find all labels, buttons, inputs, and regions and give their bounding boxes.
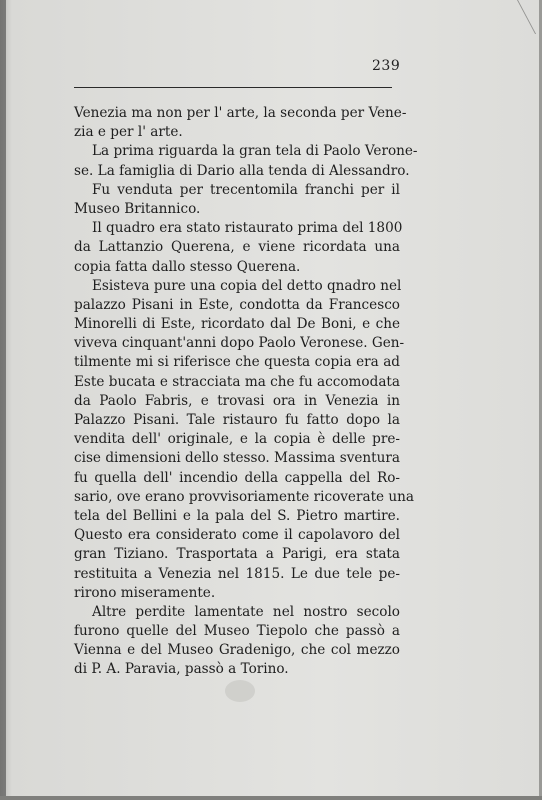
text-line: vendita dell' originale, e la copia è delle pre- xyxy=(74,431,400,448)
header-rule xyxy=(74,87,392,88)
text-line: rirono miseramente. xyxy=(74,584,216,601)
page-number: 239 xyxy=(372,58,401,74)
text-line: Palazzo Pisani. Tale ristauro fu fatto dopo la xyxy=(74,412,400,428)
text-line: Este bucata e stracciata ma che fu accomodata xyxy=(74,373,400,390)
text-line: Questo era considerato come il capolavoro del xyxy=(74,527,400,544)
text-line: viveva cinquant'anni dopo Paolo Veronese. Gen- xyxy=(74,335,405,352)
text-line: Esisteva pure una copia del detto qnadro nel xyxy=(92,277,402,294)
text-line: sario, ove erano provvisoriamente ricoverate una xyxy=(74,488,415,505)
text-line: da Paolo Fabris, e trovasi ora in Venezia in xyxy=(74,392,400,409)
text-line: Fu venduta per trecentomila franchi per il xyxy=(92,181,400,198)
text-line: furono quelle del Museo Tiepolo che passò a xyxy=(74,623,400,640)
text-line: copia fatta dallo stesso Querena. xyxy=(74,258,301,275)
text-line: se. La famiglia di Dario alla tenda di Alessandro. xyxy=(74,162,410,179)
text-line: tilmente mi si riferisce che questa copia era ad xyxy=(74,354,400,371)
binding-shadow xyxy=(0,0,6,800)
body-text xyxy=(74,104,418,680)
text-line: Museo Britannico. xyxy=(74,200,201,217)
text-line: cise dimensioni dello stesso. Massima sventura xyxy=(74,450,400,467)
page-corner-fold xyxy=(517,0,542,34)
text-line: La prima riguarda la gran tela di Paolo Verone- xyxy=(92,143,418,160)
text-line: da Lattanzio Querena, e viene ricordata una xyxy=(74,239,400,256)
paper-stain xyxy=(225,680,255,702)
text-line: Il quadro era stato ristaurato prima del 1800 xyxy=(92,220,403,237)
text-line: Vienna e del Museo Gradenigo, che col mezzo xyxy=(74,642,400,659)
text-line: zia e per l' arte. xyxy=(74,124,183,141)
text-line: tela del Bellini e la pala del S. Pietro martire. xyxy=(74,507,400,524)
page-bottom-edge xyxy=(0,796,542,800)
text-line: Venezia ma non per l' arte, la seconda per Vene- xyxy=(74,105,407,121)
text-line: Minorelli di Este, ricordato dal De Boni, e che xyxy=(74,316,400,333)
text-line: palazzo Pisani in Este, condotta da Francesco xyxy=(74,296,400,313)
text-line: Altre perdite lamentate nel nostro secolo xyxy=(92,603,400,620)
text-line: di P. A. Paravia, passò a Torino. xyxy=(74,661,289,678)
text-line: restituita a Venezia nel 1815. Le due tele pe- xyxy=(74,565,400,582)
text-line: gran Tiziano. Trasportata a Parigi, era stata xyxy=(74,546,400,563)
text-line: fu quella dell' incendio della cappella del Ro- xyxy=(74,469,400,486)
